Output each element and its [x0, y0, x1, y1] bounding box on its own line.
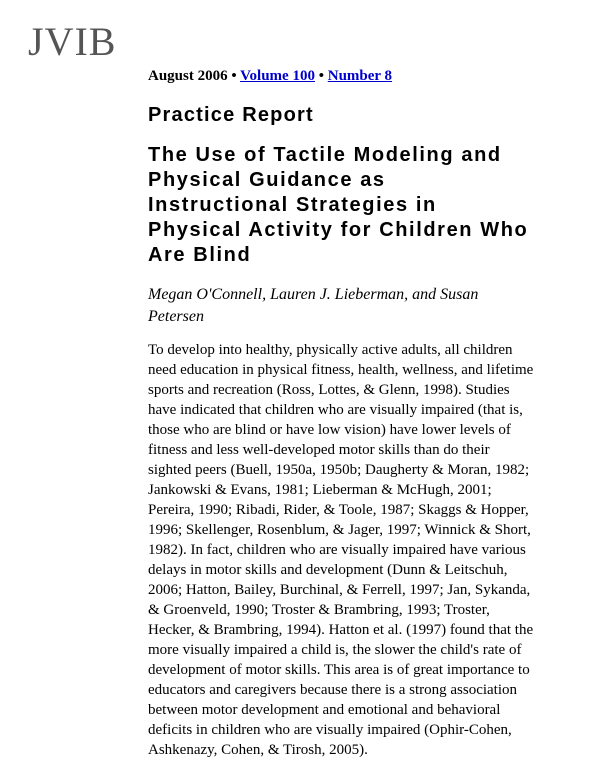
- body-line: 1996; Skellenger, Rosenblum, & Jager, 1997; Winnick & Short,: [148, 522, 531, 538]
- authors-line: Megan O'Connell, Lauren J. Lieberman, and Susan: [148, 286, 479, 303]
- body-line: Jankowski & Evans, 1981; Lieberman & McHugh, 2001;: [148, 482, 492, 498]
- body-line: sighted peers (Buell, 1950a, 1950b; Daugherty & Moran, 1982;: [148, 462, 530, 478]
- body-line: deficits in children who are visually impaired (Ophir-Cohen,: [148, 722, 512, 738]
- body-line: fitness and less well-developed motor skills than do their: [148, 442, 490, 458]
- title-line: The Use of Tactile Modeling and: [148, 144, 502, 166]
- body-line: 2006; Hatton, Bailey, Burchinal, & Ferrell, 1997; Jan, Sykanda,: [148, 582, 531, 598]
- body-line: & Groenveld, 1990; Troster & Brambring, 1993; Troster,: [148, 602, 490, 618]
- issue-line: [148, 68, 392, 85]
- title-line: Are Blind: [148, 244, 252, 266]
- body-line: Pereira, 1990; Ribadi, Rider, & Toole, 1987; Skaggs & Hopper,: [148, 502, 529, 518]
- article-body: [148, 340, 558, 760]
- issue-separator: •: [314, 68, 328, 84]
- body-line: Ashkenazy, Cohen, & Tirosh, 2005).: [148, 742, 368, 758]
- volume-link[interactable]: Volume 100: [240, 68, 315, 84]
- body-line: delays in motor skills and development (Dunn & Leitschuh,: [148, 562, 508, 578]
- issue-separator: •: [227, 68, 241, 84]
- body-line: Hecker, & Brambring, 1994). Hatton et al. (1997) found that the: [148, 622, 534, 638]
- body-line: development of motor skills. This area is of great importance to: [148, 662, 530, 678]
- section-label: Practice Report: [148, 104, 314, 126]
- authors-line: Petersen: [148, 308, 204, 325]
- body-line: more visually impaired a child is, the slower the child's rate of: [148, 642, 522, 658]
- number-link[interactable]: Number 8: [327, 68, 393, 84]
- body-line: those who are blind or have low vision) have lower levels of: [148, 422, 511, 438]
- body-line: educators and caregivers because there is a strong association: [148, 682, 518, 698]
- body-line: To develop into healthy, physically active adults, all children: [148, 342, 513, 358]
- title-line: Instructional Strategies in: [148, 194, 437, 216]
- article-title: [148, 143, 568, 268]
- title-line: Physical Activity for Children Who: [148, 219, 529, 241]
- issue-date: August 2006: [148, 68, 228, 84]
- body-line: sports and recreation (Ross, Lottes, & Glenn, 1998). Studies: [148, 382, 510, 398]
- journal-logo: JVIB: [28, 19, 117, 64]
- body-line: 1982). In fact, children who are visually impaired have various: [148, 542, 526, 558]
- article-authors: [148, 284, 548, 328]
- body-line: between motor development and emotional and behavioral: [148, 702, 501, 718]
- title-line: Physical Guidance as: [148, 169, 386, 191]
- body-line: need education in physical fitness, health, wellness, and lifetime: [148, 362, 534, 378]
- body-line: have indicated that children who are visually impaired (that is,: [148, 402, 523, 418]
